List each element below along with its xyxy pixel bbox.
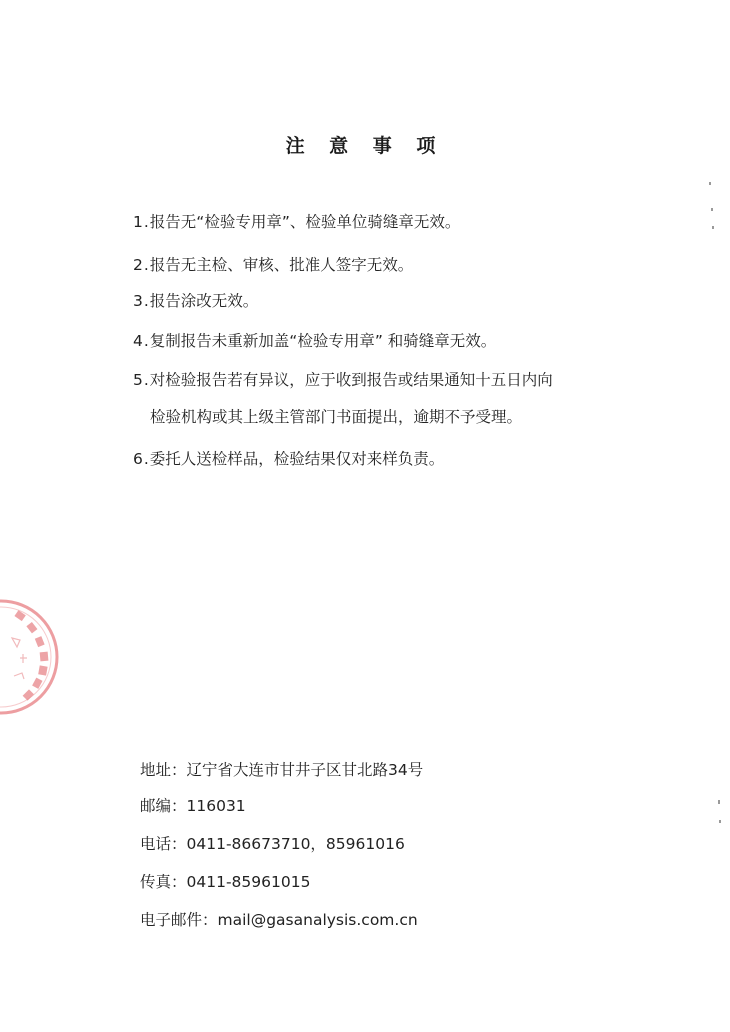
scan-mark [719,820,721,823]
notice-number: 5. [133,371,150,389]
scan-mark [709,182,711,185]
notice-text: 委托人送检样品，检验结果仅对来样负责。 [149,450,445,468]
notice-text: 报告无主检、审核、批准人签字无效。 [149,256,414,274]
notice-text: 报告无“检验专用章”、检验单位骑缝章无效。 [149,213,461,231]
scan-mark [712,226,714,229]
notice-number: 1. [133,213,150,231]
notice-text: 复制报告未重新加盖“检验专用章” 和骑缝章无效。 [149,332,497,350]
phone-line: 电话：0411-86673710，85961016 [140,835,405,853]
notice-item-6 [133,449,444,469]
postcode-line: 邮编：116031 [140,797,246,815]
scan-mark [711,208,713,211]
scan-mark [718,800,720,804]
notice-item-5 [133,370,553,390]
page-title: 注 意 事 项 [285,135,445,157]
notice-item-3 [133,291,258,311]
notice-item-1 [133,212,460,232]
notice-number: 4. [133,332,150,350]
notice-item-4 [133,331,496,351]
notice-item-5-continuation: 检验机构或其上级主管部门书面提出，逾期不予受理。 [150,408,523,426]
notice-number: 2. [133,256,150,274]
notice-item-2 [133,255,413,275]
notice-text: 对检验报告若有异议，应于收到报告或结果通知十五日内向 [149,371,553,389]
email-line: 电子邮件：mail@gasanalysis.com.cn [140,911,418,929]
address-line: 地址：辽宁省大连市甘井子区甘北路34号 [140,761,424,779]
notice-number: 6. [133,450,150,468]
fax-line: 传真：0411-85961015 [140,873,311,891]
notice-text: 报告涂改无效。 [149,292,259,310]
notice-number: 3. [133,292,150,310]
seal-stamp-icon [0,598,60,716]
